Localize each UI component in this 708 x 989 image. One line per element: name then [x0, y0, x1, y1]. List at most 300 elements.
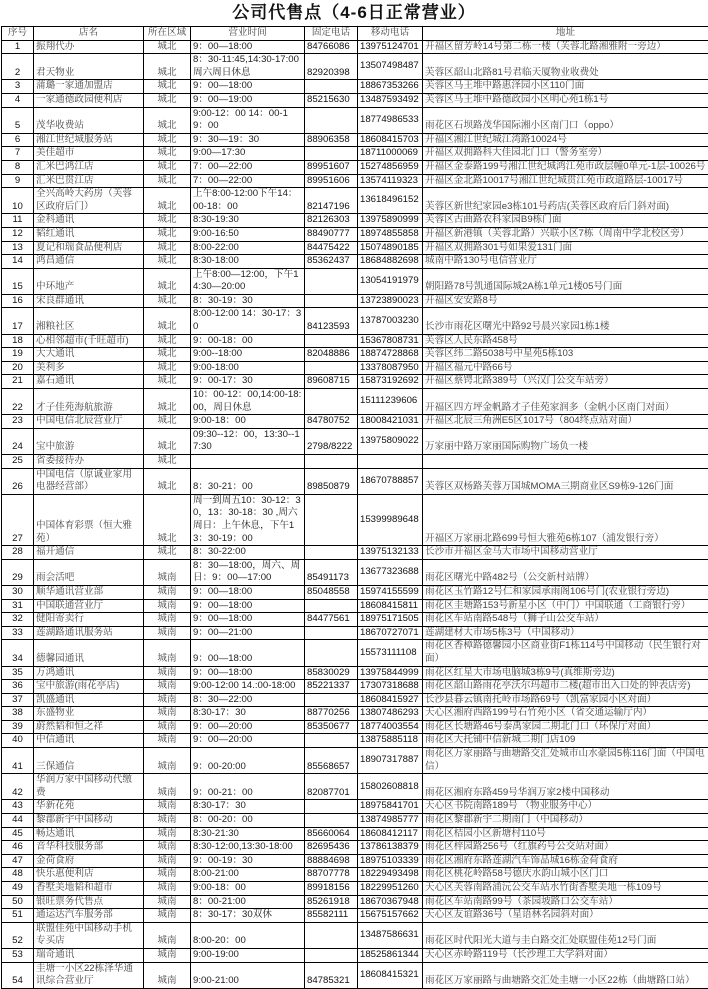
mobile-phone-cell: 13487593492: [358, 93, 423, 107]
mobile-phone-cell: 13975132133: [358, 546, 423, 560]
row-number-cell: 5: [2, 107, 34, 133]
area-cell: 城北: [144, 80, 191, 94]
row-number-cell: 50: [2, 895, 34, 909]
area-cell: 城南: [144, 827, 191, 841]
store-name-cell: 联盟佳苑中国移动手机专买店: [34, 922, 144, 948]
mobile-phone-cell: 13677323688: [358, 559, 423, 585]
fixed-phone-cell: [305, 800, 358, 814]
address-cell: 雨花区梓园路256号（红旗药号公交站对面）: [423, 841, 708, 855]
address-cell: 朝阳路78号凯通国际城2A栋1单元1楼05号门面: [423, 268, 708, 294]
fixed-phone-cell: [305, 147, 358, 161]
business-hours-cell: 8:00-12:00 14：30-17：30: [191, 308, 305, 334]
store-name-cell: 东盛物业: [34, 707, 144, 721]
table-row: [2, 868, 708, 882]
row-number-cell: 34: [2, 640, 34, 666]
business-hours-cell: 9:00-16:50: [191, 227, 305, 241]
store-name-cell: 宝中旅游(雨花亭店): [34, 680, 144, 694]
area-cell: 城北: [144, 348, 191, 362]
table-row: [2, 241, 708, 255]
mobile-phone-cell: 13875885118: [358, 734, 423, 748]
row-number-cell: 8: [2, 160, 34, 174]
address-cell: 芙蓉区古曲路农科家园B9栋门面: [423, 214, 708, 228]
area-cell: 城北: [144, 468, 191, 494]
store-name-cell: 三保通信: [34, 748, 144, 774]
table-row: [2, 854, 708, 868]
mobile-phone-cell: 18975103339: [358, 854, 423, 868]
fixed-phone-cell: [305, 334, 358, 348]
mobile-phone-cell: 13378087950: [358, 361, 423, 375]
mobile-phone-cell: 18974855858: [358, 227, 423, 241]
business-hours-cell: 8:00-22:00: [191, 241, 305, 255]
fixed-phone-cell: 82126303: [305, 214, 358, 228]
address-cell: 开福区万家丽北路699号恒大雅苑6栋107（浦发银行旁）: [423, 494, 708, 545]
business-hours-cell: 9：00—18:00: [191, 613, 305, 627]
fixed-phone-cell: 85491173: [305, 559, 358, 585]
fixed-phone-cell: 88770256: [305, 707, 358, 721]
row-number-cell: 22: [2, 389, 34, 415]
fixed-phone-cell: 85048558: [305, 585, 358, 599]
table-header-row: [2, 27, 708, 41]
address-cell: 开福区双拥路301号如果爱131门面: [423, 241, 708, 255]
table-row: [2, 160, 708, 174]
mobile-phone-cell: 15573111108: [358, 640, 423, 666]
address-cell: 城南中路130号电信营业厅: [423, 255, 708, 269]
mobile-phone-cell: 13574119323: [358, 174, 423, 188]
row-number-cell: 2: [2, 54, 34, 80]
mobile-phone-cell: 15074890185: [358, 241, 423, 255]
area-cell: 城北: [144, 40, 191, 54]
address-cell: 芙蓉区马王堆中路惠泽园小区110门面: [423, 80, 708, 94]
business-hours-cell: 10：00-12：00,14:00-18:00，周日休息: [191, 389, 305, 415]
row-number-cell: 23: [2, 415, 34, 429]
mobile-phone-cell: 13723890023: [358, 294, 423, 308]
mobile-phone-cell: 18608415927: [358, 693, 423, 707]
fixed-phone-cell: 85350677: [305, 720, 358, 734]
row-number-cell: 7: [2, 147, 34, 161]
table-row: [2, 348, 708, 362]
row-number-cell: 16: [2, 294, 34, 308]
business-hours-cell: 8：30-19：30: [191, 294, 305, 308]
business-hours-cell: 9:00-12：00 14：00-19：00: [191, 107, 305, 133]
row-number-cell: 15: [2, 268, 34, 294]
area-cell: 城北: [144, 227, 191, 241]
business-hours-cell: 9:00-21:00: [191, 962, 305, 988]
area-cell: 城南: [144, 895, 191, 909]
store-name-cell: 金科通讯: [34, 214, 144, 228]
mobile-phone-cell: 18608415703: [358, 133, 423, 147]
area-cell: 城北: [144, 174, 191, 188]
fixed-phone-cell: 89951606: [305, 174, 358, 188]
table-row: [2, 774, 708, 800]
row-number-cell: 29: [2, 559, 34, 585]
row-number-cell: 24: [2, 428, 34, 454]
address-cell: 天心区湘府西路199号石竹苑小区（省交通运输厅内）: [423, 707, 708, 721]
area-cell: 城北: [144, 214, 191, 228]
table-row: [2, 800, 708, 814]
fixed-phone-cell: [305, 107, 358, 133]
column-header-address: 地址: [423, 27, 708, 41]
mobile-phone-cell: 18608412117: [358, 827, 423, 841]
mobile-phone-cell: [358, 455, 423, 469]
fixed-phone-cell: 89850879: [305, 468, 358, 494]
area-cell: 城南: [144, 909, 191, 923]
business-hours-cell: 8：00-21:00: [191, 895, 305, 909]
business-hours-cell: [191, 455, 305, 469]
address-cell: 雨花区车站南路548号（狮子山公交车站）: [423, 613, 708, 627]
table-row: [2, 922, 708, 948]
fixed-phone-cell: 85830029: [305, 666, 358, 680]
business-hours-cell: 9：00-19：30: [191, 854, 305, 868]
address-cell: 雨花区韶山路雨花亭沃尔玛超市二楼(超市出入口处的钟表店旁): [423, 680, 708, 694]
table-row: [2, 294, 708, 308]
store-name-cell: 中国联通营业厅: [34, 599, 144, 613]
address-cell: 长沙县暮云镇南托岭市场路69号（凯富家园小区对面）: [423, 693, 708, 707]
area-cell: 城南: [144, 882, 191, 896]
business-hours-cell: 9:00-19:00: [191, 948, 305, 962]
mobile-phone-cell: 18229493498: [358, 868, 423, 882]
store-name-cell: 圭塘一小区22栋泽华通讯综合营业厅: [34, 962, 144, 988]
area-cell: 城南: [144, 854, 191, 868]
area-cell: 城南: [144, 922, 191, 948]
address-cell: 开福区安安路8号: [423, 294, 708, 308]
address-cell: 芙蓉区纬二路5038号中星苑5栋103: [423, 348, 708, 362]
fixed-phone-cell: [305, 948, 358, 962]
area-cell: 城北: [144, 375, 191, 389]
table-row: [2, 93, 708, 107]
address-cell: 雨花区湘府东路459号华润万家2楼中国移动: [423, 774, 708, 800]
row-number-cell: 13: [2, 241, 34, 255]
business-hours-cell: 9:00-12:00 14.:00-18:00: [191, 680, 305, 694]
row-number-cell: 38: [2, 707, 34, 721]
table-row: [2, 720, 708, 734]
business-hours-cell: 9：00—18:00: [191, 666, 305, 680]
address-cell: 开福区湘江世纪城江湾路10024号: [423, 133, 708, 147]
table-row: [2, 147, 708, 161]
mobile-phone-cell: 13975844999: [358, 666, 423, 680]
row-number-cell: 54: [2, 962, 34, 988]
address-cell: 雨花区黎郡新宇二期南门（中国移动）: [423, 814, 708, 828]
store-name-cell: 韬红通讯: [34, 227, 144, 241]
business-hours-cell: 9:00—17:30: [191, 147, 305, 161]
area-cell: 城北: [144, 147, 191, 161]
address-cell: 开福区蔡锷北路389号（兴汉门公交车站旁）: [423, 375, 708, 389]
table-row: [2, 361, 708, 375]
fixed-phone-cell: 85660064: [305, 827, 358, 841]
area-cell: 城南: [144, 841, 191, 855]
mobile-phone-cell: 13787003230: [358, 308, 423, 334]
fixed-phone-cell: [305, 734, 358, 748]
row-number-cell: 53: [2, 948, 34, 962]
store-name-cell: 全兴高岭大药房（芙蓉区政府后门）: [34, 188, 144, 214]
row-number-cell: 42: [2, 774, 34, 800]
area-cell: 城南: [144, 774, 191, 800]
row-number-cell: 11: [2, 214, 34, 228]
business-hours-cell: 9：00—18:00: [191, 585, 305, 599]
store-name-cell: 中国电信北辰营业厅: [34, 415, 144, 429]
mobile-phone-cell: 18975171505: [358, 613, 423, 627]
row-number-cell: 44: [2, 814, 34, 828]
area-cell: 城北: [144, 546, 191, 560]
fixed-phone-cell: 88490777: [305, 227, 358, 241]
address-cell: 雨花区圭塘路153号新星小区（中门）中国联通（工商银行旁）: [423, 599, 708, 613]
row-number-cell: 6: [2, 133, 34, 147]
fixed-phone-cell: [305, 693, 358, 707]
area-cell: 城南: [144, 962, 191, 988]
business-hours-cell: 8:30-18:00: [191, 255, 305, 269]
fixed-phone-cell: 85221337: [305, 680, 358, 694]
mobile-phone-cell: 15873192692: [358, 375, 423, 389]
fixed-phone-cell: 84785321: [305, 962, 358, 988]
store-name-cell: 湘粮社区: [34, 308, 144, 334]
table-row: [2, 188, 708, 214]
store-name-cell: 湘江世纪城服务站: [34, 133, 144, 147]
business-hours-cell: 7：00—22:00: [191, 174, 305, 188]
fixed-phone-cell: 84477561: [305, 613, 358, 627]
store-name-cell: 汇米巴鸿江店: [34, 160, 144, 174]
column-header-mobile-phone: 移动电话: [358, 27, 423, 41]
fixed-phone-cell: 82695436: [305, 841, 358, 855]
table-row: [2, 214, 708, 228]
fixed-phone-cell: 89608715: [305, 375, 358, 389]
row-number-cell: 35: [2, 666, 34, 680]
mobile-phone-cell: 18774003554: [358, 720, 423, 734]
area-cell: 城南: [144, 585, 191, 599]
business-hours-cell: 9:00-18：00: [191, 415, 305, 429]
table-row: [2, 268, 708, 294]
business-hours-cell: 9：00-21：00: [191, 774, 305, 800]
store-name-cell: 顺华通讯营业部: [34, 585, 144, 599]
business-hours-cell: 9:00-18：00: [191, 882, 305, 896]
business-hours-cell: 9：00—18:00: [191, 40, 305, 54]
table-row: [2, 40, 708, 54]
business-hours-cell: 8:30-17：30: [191, 800, 305, 814]
table-row: [2, 255, 708, 269]
area-cell: 城南: [144, 707, 191, 721]
address-cell: 雨花区红星大市场电脑城3栋9号(真维斯旁边): [423, 666, 708, 680]
store-name-cell: 银旺票务代售点: [34, 895, 144, 909]
business-hours-cell: 9：30—19：30: [191, 133, 305, 147]
address-cell: 开福区福元中路66号: [423, 361, 708, 375]
address-cell: [423, 455, 708, 469]
store-name-cell: 美利多: [34, 361, 144, 375]
area-cell: 城北: [144, 107, 191, 133]
business-hours-cell: 9：00—20:00: [191, 720, 305, 734]
table-row: [2, 559, 708, 585]
business-hours-cell: 8：30-22:00: [191, 546, 305, 560]
business-hours-cell: 8:30-12:00,13:30-18:00: [191, 841, 305, 855]
address-cell: 开福区北辰三角洲E5区1017号（804终点站对面）: [423, 415, 708, 429]
fixed-phone-cell: 85215630: [305, 93, 358, 107]
fixed-phone-cell: [305, 268, 358, 294]
mobile-phone-cell: 13786138379: [358, 841, 423, 855]
mobile-phone-cell: 18711000069: [358, 147, 423, 161]
row-number-cell: 10: [2, 188, 34, 214]
row-number-cell: 20: [2, 361, 34, 375]
row-number-cell: 37: [2, 693, 34, 707]
table-row: [2, 640, 708, 666]
fixed-phone-cell: 88707778: [305, 868, 358, 882]
table-row: [2, 962, 708, 988]
address-cell: 芙蓉区人民东路458号: [423, 334, 708, 348]
address-cell: 芙蓉区马王堆中路德政园小区明心苑1栋1号: [423, 93, 708, 107]
area-cell: 城北: [144, 334, 191, 348]
row-number-cell: 12: [2, 227, 34, 241]
fixed-phone-cell: [305, 361, 358, 375]
address-cell: 开福区金北路10017号湘江世纪城贯江苑市政道路层-10017号: [423, 174, 708, 188]
table-row: [2, 174, 708, 188]
table-row: [2, 948, 708, 962]
address-cell: 芙蓉区新世纪家园e3栋101号药店(芙蓉区政府后门斜对面): [423, 188, 708, 214]
address-cell: 开福区四方坪金帆路才子佳苑家润多（金帆小区南门对面）: [423, 389, 708, 415]
store-name-cell: 省委接待办: [34, 455, 144, 469]
row-number-cell: 52: [2, 922, 34, 948]
mobile-phone-cell: 15802608818: [358, 774, 423, 800]
store-name-cell: 黎郡新宇中国移动: [34, 814, 144, 828]
store-name-cell: 中环地产: [34, 268, 144, 294]
fixed-phone-cell: 85582111: [305, 909, 358, 923]
row-number-cell: 25: [2, 455, 34, 469]
sales-outlets-table: [1, 26, 708, 989]
table-row: [2, 585, 708, 599]
area-cell: 城北: [144, 361, 191, 375]
row-number-cell: 39: [2, 720, 34, 734]
area-cell: 城南: [144, 680, 191, 694]
mobile-phone-cell: 18670788857: [358, 468, 423, 494]
address-cell: 开福区新港镇（芙蓉北路）兴联小区7栋（周南中学北校区旁）: [423, 227, 708, 241]
area-cell: 城南: [144, 599, 191, 613]
area-cell: 城北: [144, 415, 191, 429]
table-row: [2, 680, 708, 694]
area-cell: 城北: [144, 428, 191, 454]
fixed-phone-cell: 84766086: [305, 40, 358, 54]
table-row: [2, 133, 708, 147]
business-hours-cell: 8:00-21:00: [191, 868, 305, 882]
business-hours-cell: 8：30-17：30双休: [191, 909, 305, 923]
area-cell: 城南: [144, 559, 191, 585]
row-number-cell: 46: [2, 841, 34, 855]
table-row: [2, 80, 708, 94]
store-name-cell: 心相邻超市(千旺超市): [34, 334, 144, 348]
business-hours-cell: 上午8:00-12:00下午14：00-18：00: [191, 188, 305, 214]
table-row: [2, 468, 708, 494]
area-cell: 城北: [144, 255, 191, 269]
mobile-phone-cell: 15974155599: [358, 585, 423, 599]
area-cell: 城北: [144, 133, 191, 147]
address-cell: 雨花区曙光中路482号（公交新村站牌）: [423, 559, 708, 585]
mobile-phone-cell: 15111239606: [358, 389, 423, 415]
fixed-phone-cell: 85261918: [305, 895, 358, 909]
area-cell: 城北: [144, 93, 191, 107]
fixed-phone-cell: 82147196: [305, 188, 358, 214]
mobile-phone-cell: 13054191979: [358, 268, 423, 294]
row-number-cell: 26: [2, 468, 34, 494]
business-hours-cell: 9：00—18:00: [191, 80, 305, 94]
business-hours-cell: 9：00-17：30: [191, 375, 305, 389]
mobile-phone-cell: 18670367948: [358, 895, 423, 909]
fixed-phone-cell: 85362437: [305, 255, 358, 269]
table-row: [2, 375, 708, 389]
area-cell: 城北: [144, 455, 191, 469]
address-cell: 雨花区桔园小区新塘村110号: [423, 827, 708, 841]
table-row: [2, 841, 708, 855]
area-cell: 城南: [144, 693, 191, 707]
mobile-phone-cell: 17307318688: [358, 680, 423, 694]
fixed-phone-cell: 85568657: [305, 748, 358, 774]
store-name-cell: 鸿昌通信: [34, 255, 144, 269]
column-header-area: 所在区域: [144, 27, 191, 41]
store-name-cell: 夏记和瑞食品便利店: [34, 241, 144, 255]
table-row: [2, 734, 708, 748]
business-hours-cell: 8:30-19:30: [191, 214, 305, 228]
mobile-phone-cell: 18525861344: [358, 948, 423, 962]
table-row: [2, 54, 708, 80]
business-hours-cell: 9：00—18:00: [191, 640, 305, 666]
address-cell: 雨花区石坝路茂华国际湘小区南门口（oppo）: [423, 107, 708, 133]
area-cell: 城南: [144, 613, 191, 627]
business-hours-cell: 9:00--18:00: [191, 348, 305, 362]
address-cell: 天心区赤岭路119号（长沙理工大学斜对面）: [423, 948, 708, 962]
address-cell: 天心区书院南路189号 （物业服务中心）: [423, 800, 708, 814]
mobile-phone-cell: 15274856959: [358, 160, 423, 174]
store-name-cell: 瑞奇通讯: [34, 948, 144, 962]
fixed-phone-cell: 82048886: [305, 348, 358, 362]
row-number-cell: 48: [2, 868, 34, 882]
row-number-cell: 18: [2, 334, 34, 348]
mobile-phone-cell: 15675157662: [358, 909, 423, 923]
address-cell: 天心区友谊路36号（星语林名园斜对面）: [423, 909, 708, 923]
row-number-cell: 43: [2, 800, 34, 814]
table-row: [2, 748, 708, 774]
row-number-cell: 17: [2, 308, 34, 334]
row-number-cell: 36: [2, 680, 34, 694]
row-number-cell: 41: [2, 748, 34, 774]
store-name-cell: 音华科技服务部: [34, 841, 144, 855]
address-cell: 天心区芙蓉南路浦沅公交车站水竹街香墅美地一栋109号: [423, 882, 708, 896]
mobile-phone-cell: 13975124701: [358, 40, 423, 54]
table-row: [2, 827, 708, 841]
area-cell: 城北: [144, 389, 191, 415]
fixed-phone-cell: 82087701: [305, 774, 358, 800]
address-cell: 万家丽中路万家丽国际购物广场负一楼: [423, 428, 708, 454]
table-row: [2, 909, 708, 923]
store-name-cell: 嘉石通讯: [34, 375, 144, 389]
row-number-cell: 51: [2, 909, 34, 923]
mobile-phone-cell: 18975841701: [358, 800, 423, 814]
fixed-phone-cell: [305, 294, 358, 308]
column-header-no: 序号: [2, 27, 34, 41]
row-number-cell: 33: [2, 626, 34, 640]
business-hours-cell: 8：00-20：00: [191, 814, 305, 828]
store-name-cell: 蒲璐一家通加盟店: [34, 80, 144, 94]
area-cell: 城北: [144, 268, 191, 294]
store-name-cell: 华新花苑: [34, 800, 144, 814]
table-row: [2, 613, 708, 627]
column-header-name: 店名: [34, 27, 144, 41]
store-name-cell: 一家通德政园便利店: [34, 93, 144, 107]
business-hours-cell: 9：00-20:00: [191, 748, 305, 774]
area-cell: 城南: [144, 734, 191, 748]
fixed-phone-cell: 84123593: [305, 308, 358, 334]
business-hours-cell: 7：00—22:00: [191, 160, 305, 174]
business-hours-cell: 9:00-18:00: [191, 361, 305, 375]
address-cell: 开福区双拥路科大佳园北门口（警务室旁）: [423, 147, 708, 161]
address-cell: 雨花区玉竹路12号仁和家园承雨阁106号门(农业银行旁边): [423, 585, 708, 599]
area-cell: 城北: [144, 241, 191, 255]
address-cell: 雨花区时代阳光大道与圭白路交汇处联盟佳苑12号门面: [423, 922, 708, 948]
fixed-phone-cell: 89951607: [305, 160, 358, 174]
row-number-cell: 19: [2, 348, 34, 362]
column-header-fixed-phone: 固定电话: [305, 27, 358, 41]
